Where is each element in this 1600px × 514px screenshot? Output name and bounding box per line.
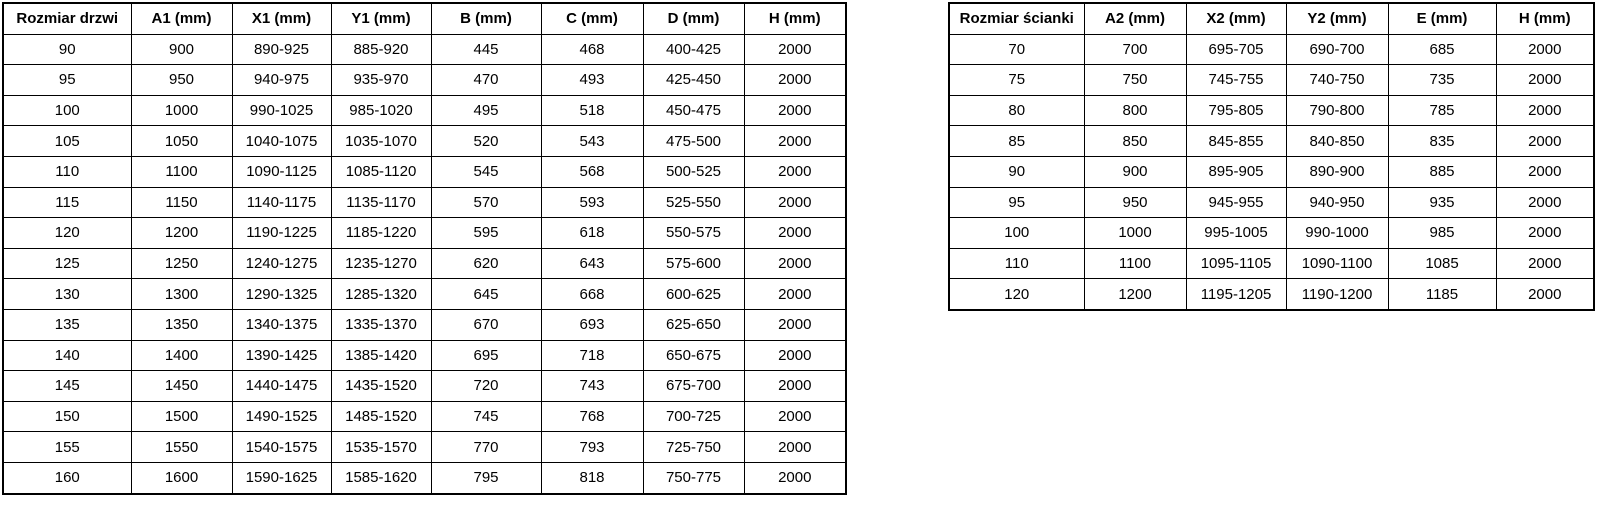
table-cell: 2000: [744, 95, 846, 126]
table-cell: 2000: [744, 126, 846, 157]
table-cell: 2000: [1496, 279, 1594, 310]
table-cell: 1040-1075: [232, 126, 331, 157]
table-cell: 1300: [131, 279, 232, 310]
table-cell: 2000: [744, 279, 846, 310]
table-cell: 2000: [1496, 248, 1594, 279]
table-cell: 1190-1225: [232, 218, 331, 249]
table-cell: 105: [3, 126, 131, 157]
table-cell: 2000: [1496, 187, 1594, 218]
table-cell: 1400: [131, 340, 232, 371]
table-cell: 2000: [744, 401, 846, 432]
table-row: [3, 309, 846, 340]
table-cell: 2000: [1496, 65, 1594, 96]
table-cell: 1185: [1388, 279, 1496, 310]
wall-size-table: [948, 2, 1595, 311]
table-cell: 1100: [1084, 248, 1186, 279]
table-cell: 1600: [131, 462, 232, 493]
table-cell: 1340-1375: [232, 309, 331, 340]
table-cell: 85: [949, 126, 1084, 157]
table-cell: 145: [3, 371, 131, 402]
column-header: H (mm): [1496, 3, 1594, 34]
table-cell: 2000: [744, 218, 846, 249]
table-cell: 1035-1070: [331, 126, 431, 157]
table-cell: 990-1000: [1286, 218, 1388, 249]
table-cell: 135: [3, 309, 131, 340]
table-cell: 75: [949, 65, 1084, 96]
table-cell: 670: [431, 309, 541, 340]
table-cell: 1550: [131, 432, 232, 463]
table-cell: 2000: [1496, 156, 1594, 187]
table-cell: 468: [541, 34, 643, 65]
table-cell: 100: [949, 218, 1084, 249]
table-cell: 800: [1084, 95, 1186, 126]
table-cell: 2000: [1496, 126, 1594, 157]
table-cell: 2000: [744, 34, 846, 65]
table-cell: 718: [541, 340, 643, 371]
table-cell: 2000: [1496, 34, 1594, 65]
table-row: [3, 371, 846, 402]
table-cell: 1285-1320: [331, 279, 431, 310]
table-cell: 1235-1270: [331, 248, 431, 279]
table-cell: 1540-1575: [232, 432, 331, 463]
table-cell: 735: [1388, 65, 1496, 96]
table-row: [949, 279, 1594, 310]
table-cell: 1185-1220: [331, 218, 431, 249]
table-cell: 95: [949, 187, 1084, 218]
table-cell: 568: [541, 156, 643, 187]
table-cell: 2000: [744, 65, 846, 96]
table-cell: 1440-1475: [232, 371, 331, 402]
table-cell: 525-550: [643, 187, 744, 218]
table-cell: 885-920: [331, 34, 431, 65]
table-cell: 935: [1388, 187, 1496, 218]
table-cell: 1135-1170: [331, 187, 431, 218]
table-cell: 2000: [744, 248, 846, 279]
table-cell: 690-700: [1286, 34, 1388, 65]
table-row: [3, 95, 846, 126]
table-cell: 575-600: [643, 248, 744, 279]
table-cell: 985: [1388, 218, 1496, 249]
table-cell: 150: [3, 401, 131, 432]
table-cell: 100: [3, 95, 131, 126]
table-cell: 700-725: [643, 401, 744, 432]
table-cell: 1200: [1084, 279, 1186, 310]
table-cell: 120: [949, 279, 1084, 310]
table-cell: 940-975: [232, 65, 331, 96]
table-cell: 720: [431, 371, 541, 402]
table-cell: 668: [541, 279, 643, 310]
table-cell: 90: [949, 156, 1084, 187]
table-cell: 518: [541, 95, 643, 126]
table-cell: 1385-1420: [331, 340, 431, 371]
table-cell: 475-500: [643, 126, 744, 157]
table-cell: 795: [431, 462, 541, 493]
table-cell: 1100: [131, 156, 232, 187]
table-cell: 110: [3, 156, 131, 187]
table-cell: 1350: [131, 309, 232, 340]
table-row: [3, 65, 846, 96]
table-cell: 400-425: [643, 34, 744, 65]
table-cell: 1090-1125: [232, 156, 331, 187]
table-cell: 2000: [744, 340, 846, 371]
table-cell: 2000: [744, 432, 846, 463]
column-header: A2 (mm): [1084, 3, 1186, 34]
table-cell: 155: [3, 432, 131, 463]
table-cell: 470: [431, 65, 541, 96]
table-cell: 743: [541, 371, 643, 402]
table-cell: 645: [431, 279, 541, 310]
table-cell: 1535-1570: [331, 432, 431, 463]
table-row: [949, 248, 1594, 279]
table-cell: 985-1020: [331, 95, 431, 126]
table-cell: 1190-1200: [1286, 279, 1388, 310]
table-cell: 595: [431, 218, 541, 249]
table-cell: 1150: [131, 187, 232, 218]
table-cell: 945-955: [1186, 187, 1286, 218]
table-cell: 495: [431, 95, 541, 126]
table-cell: 90: [3, 34, 131, 65]
table-cell: 625-650: [643, 309, 744, 340]
table-row: [949, 95, 1594, 126]
table-cell: 1195-1205: [1186, 279, 1286, 310]
table-cell: 2000: [1496, 218, 1594, 249]
table-cell: 795-805: [1186, 95, 1286, 126]
table-cell: 750: [1084, 65, 1186, 96]
column-header: Rozmiar drzwi: [3, 3, 131, 34]
table-cell: 695: [431, 340, 541, 371]
table-cell: 935-970: [331, 65, 431, 96]
table-row: [3, 279, 846, 310]
table-row: [3, 248, 846, 279]
table-cell: 1435-1520: [331, 371, 431, 402]
table-cell: 818: [541, 462, 643, 493]
table-cell: 1590-1625: [232, 462, 331, 493]
table-cell: 1050: [131, 126, 232, 157]
column-header: Y2 (mm): [1286, 3, 1388, 34]
table-cell: 768: [541, 401, 643, 432]
table-cell: 740-750: [1286, 65, 1388, 96]
table-cell: 80: [949, 95, 1084, 126]
table-cell: 900: [1084, 156, 1186, 187]
table-cell: 995-1005: [1186, 218, 1286, 249]
table-cell: 643: [541, 248, 643, 279]
column-header: Y1 (mm): [331, 3, 431, 34]
column-header: H (mm): [744, 3, 846, 34]
table-cell: 110: [949, 248, 1084, 279]
table-row: [3, 401, 846, 432]
table-cell: 990-1025: [232, 95, 331, 126]
table-cell: 140: [3, 340, 131, 371]
table-row: [3, 156, 846, 187]
table-cell: 895-905: [1186, 156, 1286, 187]
table-cell: 940-950: [1286, 187, 1388, 218]
column-header: E (mm): [1388, 3, 1496, 34]
table-cell: 695-705: [1186, 34, 1286, 65]
table-cell: 545: [431, 156, 541, 187]
table-cell: 950: [1084, 187, 1186, 218]
table-cell: 790-800: [1286, 95, 1388, 126]
table-cell: 70: [949, 34, 1084, 65]
table-cell: 650-675: [643, 340, 744, 371]
table-row: [949, 34, 1594, 65]
table-cell: 890-925: [232, 34, 331, 65]
table-cell: 793: [541, 432, 643, 463]
table-cell: 2000: [744, 462, 846, 493]
column-header: C (mm): [541, 3, 643, 34]
table-cell: 130: [3, 279, 131, 310]
table-row: [3, 340, 846, 371]
table-cell: 725-750: [643, 432, 744, 463]
table-cell: 745-755: [1186, 65, 1286, 96]
table-cell: 520: [431, 126, 541, 157]
table-row: [949, 218, 1594, 249]
table-cell: 1240-1275: [232, 248, 331, 279]
column-header: X2 (mm): [1186, 3, 1286, 34]
table-cell: 425-450: [643, 65, 744, 96]
table-cell: 900: [131, 34, 232, 65]
table-cell: 2000: [744, 371, 846, 402]
table-cell: 850: [1084, 126, 1186, 157]
table-row: [949, 126, 1594, 157]
table-row: [3, 126, 846, 157]
table-cell: 1085: [1388, 248, 1496, 279]
table-cell: 1450: [131, 371, 232, 402]
table-cell: 550-575: [643, 218, 744, 249]
table-cell: 450-475: [643, 95, 744, 126]
table-cell: 493: [541, 65, 643, 96]
table-cell: 835: [1388, 126, 1496, 157]
table-cell: 700: [1084, 34, 1186, 65]
table-cell: 770: [431, 432, 541, 463]
table-cell: 1085-1120: [331, 156, 431, 187]
table-cell: 1500: [131, 401, 232, 432]
table-cell: 845-855: [1186, 126, 1286, 157]
table-cell: 1390-1425: [232, 340, 331, 371]
table-cell: 2000: [744, 187, 846, 218]
table-row: [3, 432, 846, 463]
table-cell: 1140-1175: [232, 187, 331, 218]
table-cell: 1000: [131, 95, 232, 126]
table-cell: 1200: [131, 218, 232, 249]
table-cell: 125: [3, 248, 131, 279]
table-cell: 1585-1620: [331, 462, 431, 493]
table-cell: 2000: [744, 156, 846, 187]
table-cell: 120: [3, 218, 131, 249]
column-header: D (mm): [643, 3, 744, 34]
table-cell: 750-775: [643, 462, 744, 493]
table-cell: 600-625: [643, 279, 744, 310]
table-row: [949, 187, 1594, 218]
header-row: [3, 3, 846, 34]
table-cell: 445: [431, 34, 541, 65]
table-cell: 675-700: [643, 371, 744, 402]
table-cell: 1250: [131, 248, 232, 279]
door-size-table: [2, 2, 847, 495]
header-row: [949, 3, 1594, 34]
table-row: [949, 156, 1594, 187]
table-cell: 885: [1388, 156, 1496, 187]
table-row: [3, 34, 846, 65]
table-row: [3, 218, 846, 249]
table-cell: 745: [431, 401, 541, 432]
table-cell: 785: [1388, 95, 1496, 126]
table-cell: 500-525: [643, 156, 744, 187]
table-cell: 950: [131, 65, 232, 96]
column-header: X1 (mm): [232, 3, 331, 34]
column-header: A1 (mm): [131, 3, 232, 34]
table-cell: 1290-1325: [232, 279, 331, 310]
table-cell: 115: [3, 187, 131, 218]
table-cell: 890-900: [1286, 156, 1388, 187]
table-cell: 620: [431, 248, 541, 279]
table-cell: 1485-1520: [331, 401, 431, 432]
table-cell: 693: [541, 309, 643, 340]
table-cell: 160: [3, 462, 131, 493]
table-cell: 1000: [1084, 218, 1186, 249]
table-row: [3, 462, 846, 493]
table-cell: 1095-1105: [1186, 248, 1286, 279]
column-header: B (mm): [431, 3, 541, 34]
table-cell: 2000: [1496, 95, 1594, 126]
column-header: Rozmiar ścianki: [949, 3, 1084, 34]
table-cell: 840-850: [1286, 126, 1388, 157]
table-cell: 593: [541, 187, 643, 218]
table-cell: 1335-1370: [331, 309, 431, 340]
table-row: [949, 65, 1594, 96]
table-cell: 2000: [744, 309, 846, 340]
table-cell: 618: [541, 218, 643, 249]
table-cell: 1490-1525: [232, 401, 331, 432]
table-cell: 685: [1388, 34, 1496, 65]
table-cell: 95: [3, 65, 131, 96]
table-cell: 1090-1100: [1286, 248, 1388, 279]
table-cell: 543: [541, 126, 643, 157]
table-row: [3, 187, 846, 218]
table-cell: 570: [431, 187, 541, 218]
